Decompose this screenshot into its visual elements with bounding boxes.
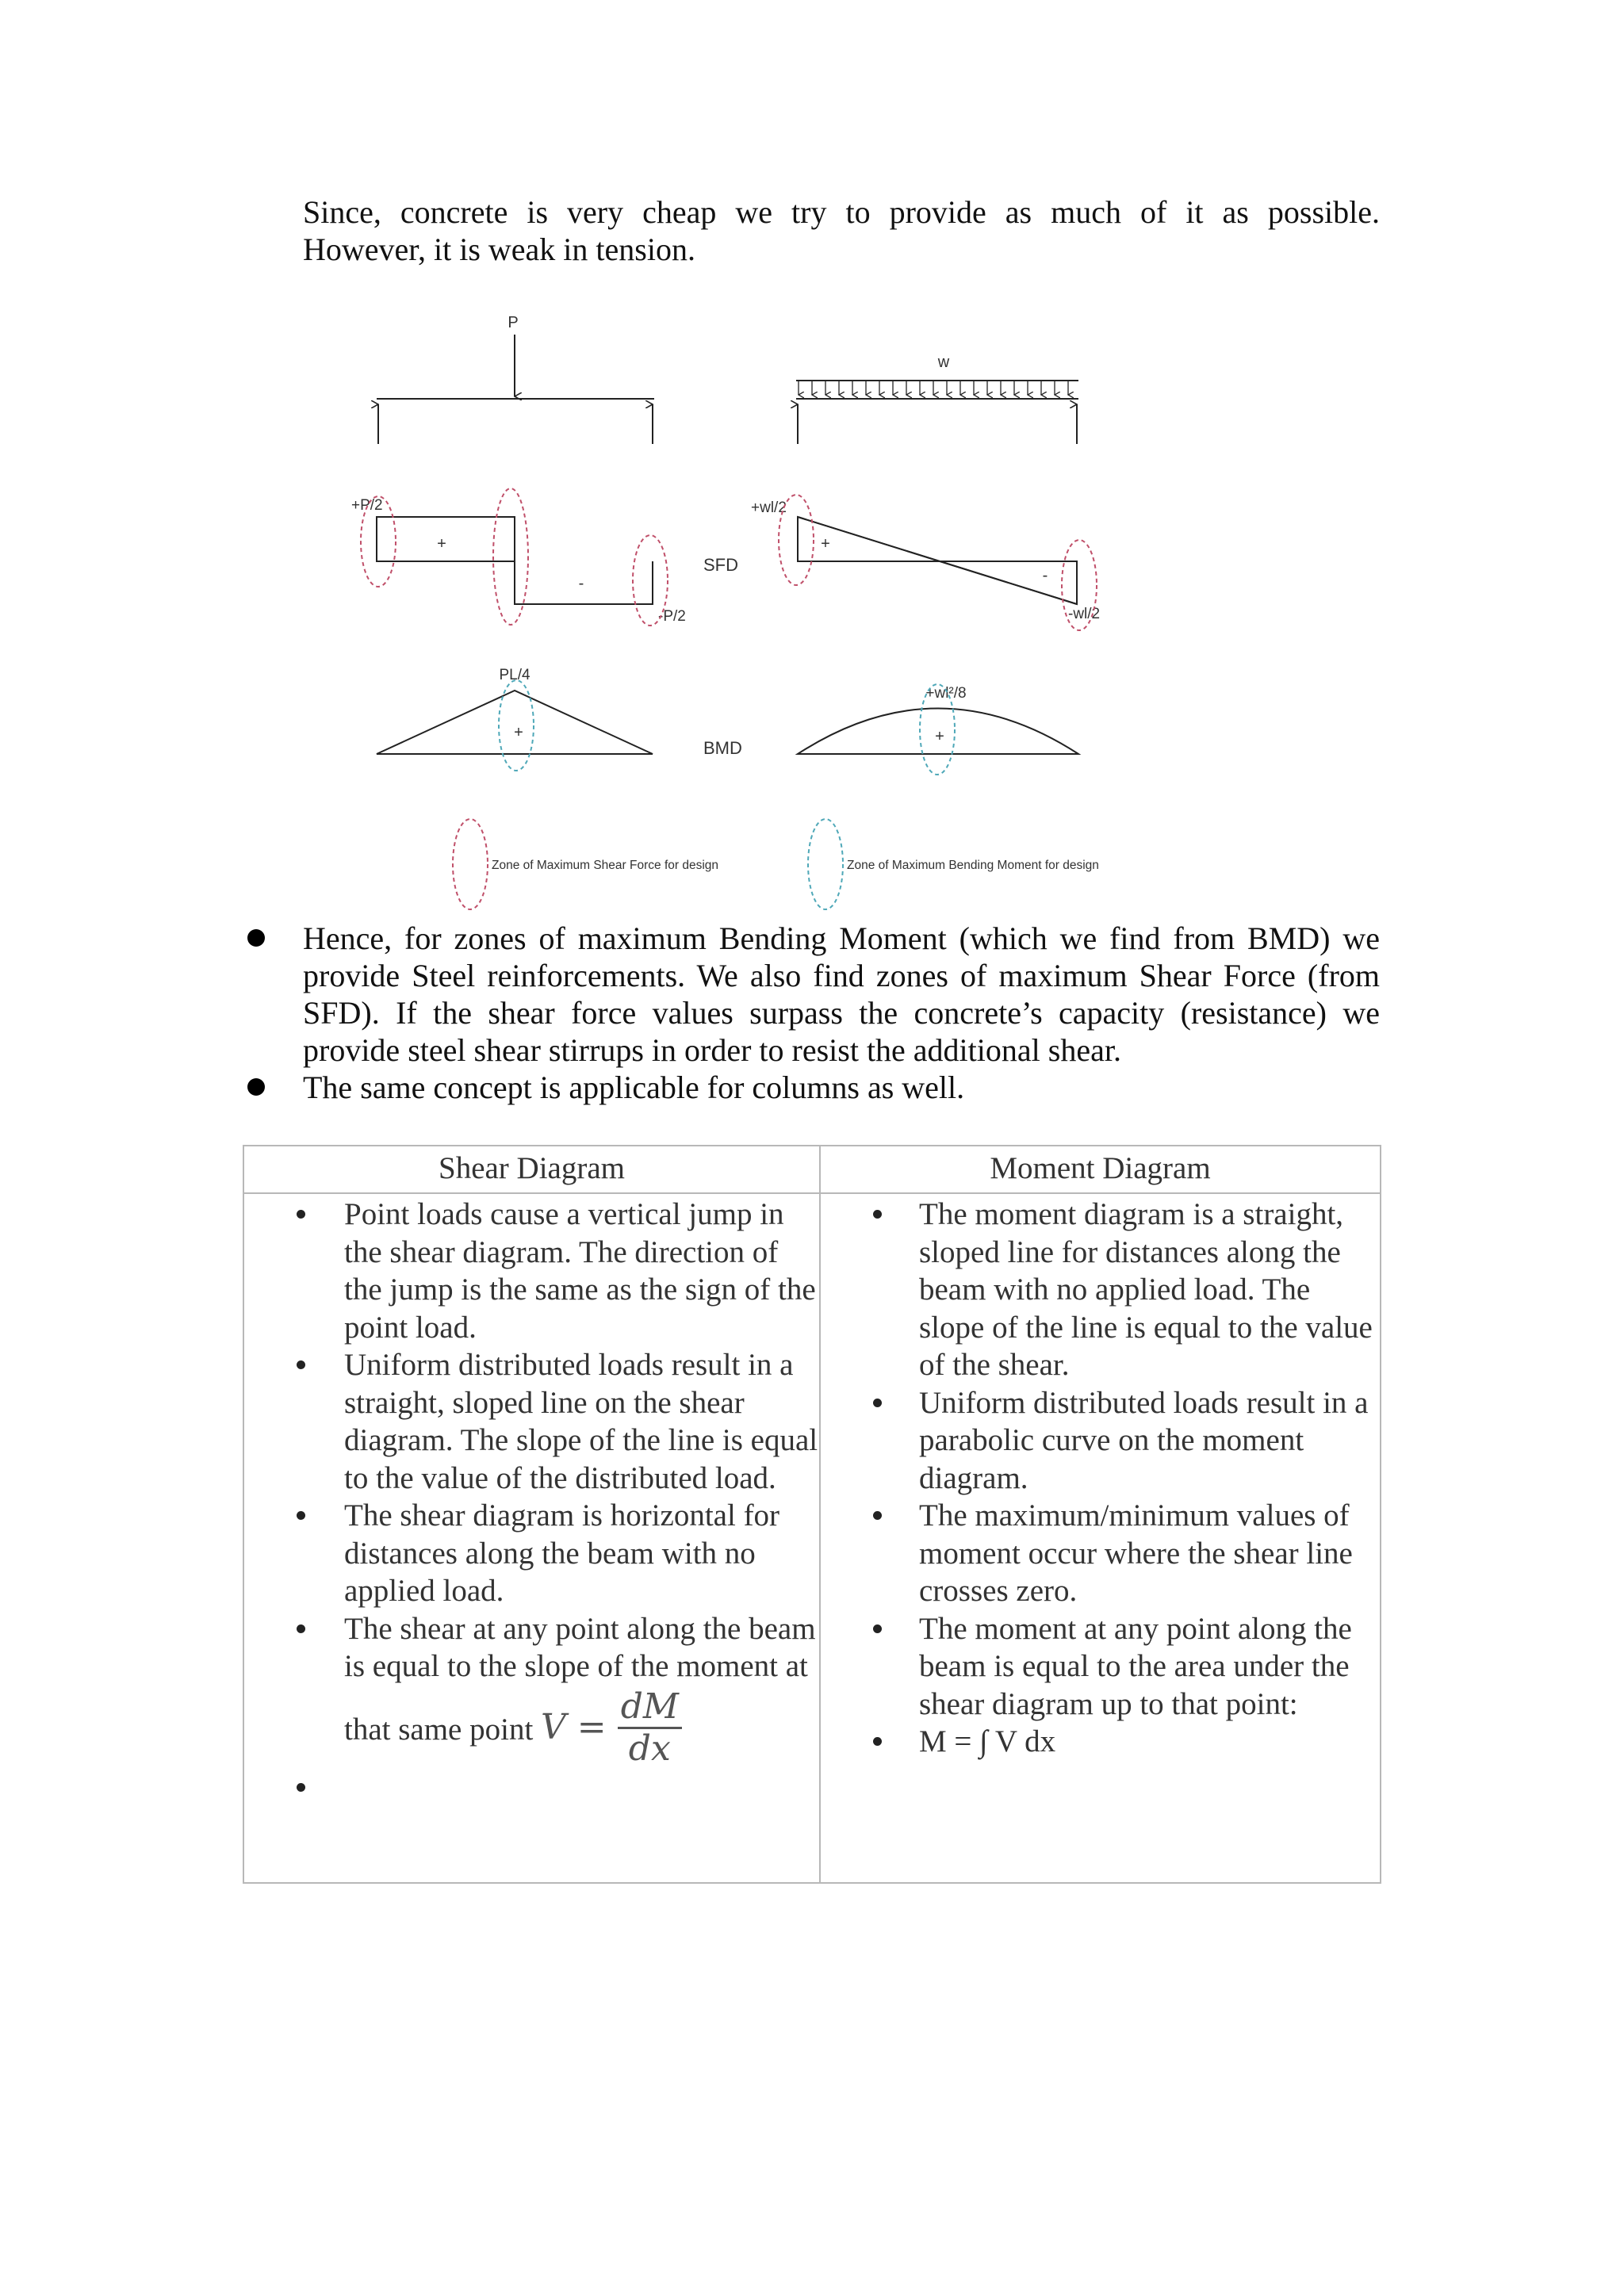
sfd-right-minus: - bbox=[1042, 567, 1048, 584]
sfd-right-pos-label: +wl/2 bbox=[751, 499, 787, 516]
figure-legend bbox=[453, 819, 1099, 909]
shear-zone-ellipse bbox=[633, 535, 668, 626]
moment-item-text: The moment diagram is a straight, sloped line for distances along the beam with no applied load. The slope of the line is equal to the value of the shear. bbox=[919, 1197, 1373, 1382]
bullet-text: The same concept is applicable for columns as well. bbox=[303, 1070, 965, 1105]
moment-item-text: The maximum/minimum values of moment occur where the shear line crosses zero. bbox=[919, 1498, 1353, 1608]
list-item bbox=[244, 1769, 819, 1805]
bullet-list bbox=[243, 920, 1380, 1106]
shear-item-text: The shear diagram is horizontal for distances along the beam with no applied load. bbox=[344, 1498, 780, 1608]
header-shear-diagram: Shear Diagram bbox=[243, 1146, 820, 1193]
list-item bbox=[821, 1610, 1380, 1724]
bmd-left-peak-label: PL/4 bbox=[499, 667, 530, 683]
list-item bbox=[821, 1196, 1380, 1384]
list-item bbox=[244, 1196, 819, 1346]
sfd-left bbox=[351, 488, 686, 626]
list-item bbox=[821, 1723, 1380, 1761]
bullet-dot-icon bbox=[873, 1737, 882, 1746]
bmd-right-peak-label: +wl²/8 bbox=[925, 685, 967, 702]
shear-item-text: The shear at any point along the beam is equal to the slope of the moment at that same point bbox=[344, 1611, 816, 1747]
legend-shear-text: Zone of Maximum Shear Force for design bbox=[492, 859, 719, 872]
formula-numerator: dM bbox=[618, 1687, 682, 1729]
sfd-label: SFD bbox=[703, 555, 738, 575]
bullet-item bbox=[243, 920, 1380, 1069]
point-load-label: P bbox=[508, 314, 519, 331]
bullet-dot-icon bbox=[247, 1078, 265, 1096]
list-item bbox=[244, 1497, 819, 1610]
moment-item-text: Uniform distributed loads result in a parabolic curve on the moment diagram. bbox=[919, 1385, 1369, 1495]
bullet-dot-icon bbox=[297, 1624, 305, 1633]
sfd-right-neg-label: -wl/2 bbox=[1068, 606, 1101, 622]
table-header-row bbox=[243, 1146, 1381, 1193]
header-moment-diagram: Moment Diagram bbox=[820, 1146, 1381, 1193]
legend-moment-ellipse bbox=[808, 819, 843, 909]
intro-paragraph bbox=[303, 193, 1380, 268]
udl-arrows bbox=[799, 381, 1068, 395]
bmd-right bbox=[798, 684, 1078, 775]
bmd-right-plus: + bbox=[935, 728, 944, 745]
sfd-left-shape bbox=[377, 517, 653, 604]
sfd-right-plus: + bbox=[821, 535, 830, 553]
bullet-dot-icon bbox=[247, 929, 265, 947]
list-item bbox=[244, 1610, 819, 1769]
bullet-dot-icon bbox=[873, 1624, 882, 1633]
moment-cell bbox=[820, 1193, 1381, 1883]
left-beam-point-load bbox=[377, 314, 654, 444]
bmd-left-plus: + bbox=[514, 724, 523, 741]
sfd-right bbox=[751, 495, 1100, 630]
shear-list bbox=[244, 1196, 819, 1805]
bullet-dot-icon bbox=[873, 1399, 882, 1407]
legend-shear-ellipse bbox=[453, 819, 488, 909]
shear-cell bbox=[243, 1193, 820, 1883]
bmd-left bbox=[377, 667, 653, 771]
formula-fraction bbox=[618, 1687, 682, 1769]
bullet-text: Hence, for zones of maximum Bending Moment (which we find from BMD) we provide Steel reinforcements. We also find zones of maximum Shear Force (from SFD). If the shear force values surpass the concrete’s capacity (resistance) we provide steel shear stirrups in order to resist the additional shear. bbox=[303, 920, 1380, 1068]
shear-item-text: Point loads cause a vertical jump in the shear diagram. The direction of the jump is the same as the sign of the point load. bbox=[344, 1197, 816, 1345]
moment-item-text: The moment at any point along the beam is equal to the area under the shear diagram up to that point: bbox=[919, 1611, 1352, 1721]
list-item bbox=[821, 1384, 1380, 1498]
bullet-dot-icon bbox=[873, 1511, 882, 1520]
bmd-label: BMD bbox=[703, 738, 742, 758]
beam-diagram-figure bbox=[337, 301, 1130, 920]
bullet-item bbox=[243, 1069, 1380, 1106]
moment-list bbox=[821, 1196, 1380, 1761]
udl-load-label: w bbox=[937, 354, 950, 371]
shear-item-text: Uniform distributed loads result in a straight, sloped line on the shear diagram. The slope of the line is equal to the value of the distributed load. bbox=[344, 1348, 818, 1495]
bullet-dot-icon bbox=[297, 1511, 305, 1520]
formula-lhs: V = bbox=[541, 1707, 607, 1748]
table-row bbox=[243, 1193, 1381, 1883]
bullet-dot-icon bbox=[297, 1360, 305, 1369]
comparison-table bbox=[243, 1145, 1381, 1884]
list-item bbox=[244, 1346, 819, 1497]
bullet-dot-icon bbox=[873, 1210, 882, 1219]
bullet-dot-icon bbox=[297, 1210, 305, 1219]
intro-line-2: However, it is weak in tension. bbox=[303, 232, 695, 267]
sfd-left-pos-label: +P/2 bbox=[351, 497, 383, 514]
right-beam-udl bbox=[796, 354, 1078, 444]
formula-denominator: dx bbox=[628, 1728, 671, 1769]
legend-moment-text: Zone of Maximum Bending Moment for design bbox=[847, 859, 1099, 872]
sfd-left-plus: + bbox=[437, 535, 446, 553]
bmd-left-triangle bbox=[377, 691, 653, 754]
bullet-dot-icon bbox=[297, 1783, 305, 1792]
moment-item-text: M = ∫ V dx bbox=[919, 1724, 1056, 1758]
sfd-left-minus: - bbox=[578, 575, 584, 592]
intro-line-1: Since, concrete is very cheap we try to provide as much of it as possible. bbox=[303, 194, 1380, 230]
list-item bbox=[821, 1497, 1380, 1610]
sfd-left-neg-label: -P/2 bbox=[658, 608, 686, 625]
shear-formula bbox=[541, 1687, 682, 1769]
